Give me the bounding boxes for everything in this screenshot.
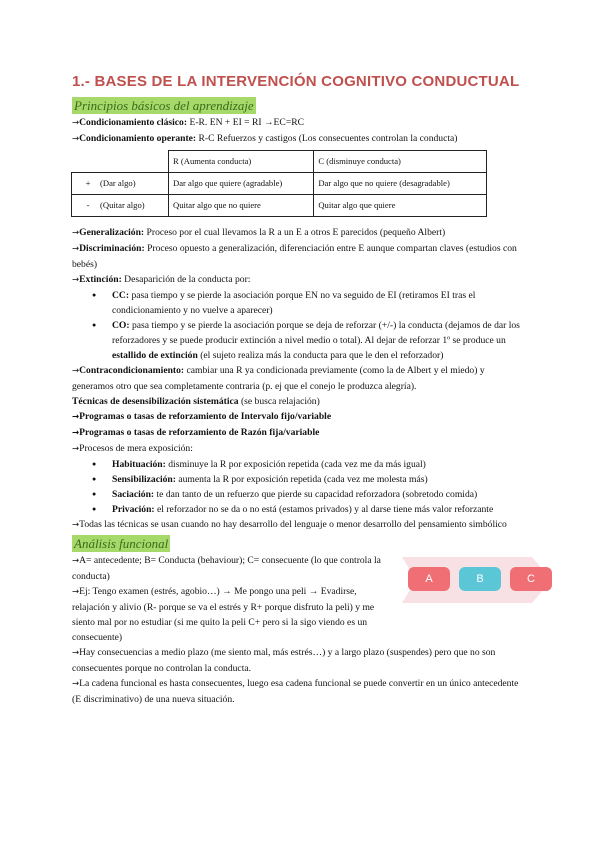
arrow-icon: → bbox=[72, 648, 80, 658]
table-cell: Quitar algo que quiere bbox=[314, 195, 487, 217]
paragraph-desensibilizacion bbox=[72, 394, 520, 409]
term-extincion: Extinción: bbox=[79, 274, 122, 285]
section-heading-analisis: Análisis funcional bbox=[74, 536, 169, 551]
paragraph-af-ejemplo bbox=[72, 584, 382, 645]
term: Sensibilización: bbox=[112, 474, 176, 485]
text: disminuye la R por exposición repetida (cada vez me da más igual) bbox=[165, 459, 426, 470]
abc-diagram bbox=[402, 555, 552, 605]
plus-sign: + bbox=[85, 178, 91, 188]
table-cell: Dar algo que quiere (agradable) bbox=[169, 173, 314, 195]
term: Habituación: bbox=[112, 459, 166, 470]
paragraph-todas bbox=[72, 517, 520, 533]
table-row bbox=[72, 151, 487, 173]
term: Programas o tasas de reforzamiento de Intervalo fijo/variable bbox=[79, 411, 332, 422]
list-item bbox=[112, 502, 520, 517]
table-cell-empty bbox=[72, 151, 169, 173]
paragraph-extincion bbox=[72, 272, 520, 288]
text: cambiar una R ya condicionada previamente (como la de Albert y el miedo) y generamos otro que sea completamente contraria (p. ej que el conejo le produzca alegría). bbox=[72, 365, 485, 392]
text: Desaparición de la conducta por: bbox=[121, 274, 251, 285]
paragraph-discriminacion bbox=[72, 241, 520, 272]
paragraph-co bbox=[72, 131, 520, 147]
text: Todas las técnicas se usan cuando no hay desarrollo del lenguaje o menor desarrollo del pensamiento simbólico bbox=[79, 519, 507, 530]
arrow-icon: → bbox=[72, 412, 80, 422]
text: Procesos de mera exposición: bbox=[79, 443, 193, 454]
arrow-icon: → bbox=[72, 428, 80, 438]
paragraph-af-definicion bbox=[72, 553, 382, 584]
arrow-icon: → bbox=[72, 587, 80, 597]
page-title: 1.- BASES DE LA INTERVENCIÓN COGNITIVO CONDUCTUAL bbox=[72, 73, 520, 90]
paragraph-programa-razon bbox=[72, 425, 520, 441]
term: estallido de extinción bbox=[112, 350, 198, 361]
arrow-icon: → bbox=[72, 134, 80, 144]
term-cc: Condicionamiento clásico: bbox=[79, 117, 188, 128]
table-cell: Dar algo que no quiere (desagradable) bbox=[314, 173, 487, 195]
text: Proceso opuesto a generalización, diferenciación entre E aunque compartan claves (estudios con bebés) bbox=[72, 243, 517, 270]
paragraph-af-cadena bbox=[72, 676, 520, 707]
term: Saciación: bbox=[112, 489, 155, 500]
list-item bbox=[112, 472, 520, 487]
text-co: R-C Refuerzos y castigos (Los consecuentes controlan la conducta) bbox=[196, 133, 458, 144]
arrow-icon: → bbox=[72, 444, 80, 454]
term-discriminacion: Discriminación: bbox=[79, 243, 145, 254]
abc-chip-a: A bbox=[408, 567, 450, 591]
abc-chip-c: C bbox=[510, 567, 552, 591]
exposicion-list bbox=[72, 457, 520, 517]
term-co: Condicionamiento operante: bbox=[79, 133, 197, 144]
arrow-icon: → bbox=[72, 275, 80, 285]
arrow-icon: → bbox=[72, 520, 80, 530]
table-header-r: R (Aumenta conducta) bbox=[169, 151, 314, 173]
term: CO: bbox=[112, 320, 130, 331]
table-row-label bbox=[72, 173, 169, 195]
term: Contracondicionamiento: bbox=[79, 365, 185, 376]
paragraph-exposicion bbox=[72, 441, 520, 457]
arrow-icon: → bbox=[72, 366, 80, 376]
table-row-label bbox=[72, 195, 169, 217]
text: (se busca relajación) bbox=[238, 396, 320, 407]
arrow-icon: → bbox=[72, 244, 80, 254]
list-item bbox=[112, 318, 520, 363]
paragraph-programa-intervalo bbox=[72, 409, 520, 425]
text: La cadena funcional es hasta consecuentes, luego esa cadena funcional se puede convertir en un único antecedente (E discriminativo) de una nueva situación. bbox=[72, 678, 519, 705]
minus-sign: - bbox=[86, 200, 90, 210]
arrow-icon: → bbox=[72, 679, 80, 689]
table-row bbox=[72, 173, 487, 195]
paragraph-af-consecuencias bbox=[72, 645, 520, 676]
row-label-text: (Dar algo) bbox=[100, 178, 136, 188]
text: Proceso por el cual llevamos la R a un E a otros E parecidos (pequeño Albert) bbox=[144, 227, 446, 238]
arrow-icon: → bbox=[72, 228, 80, 238]
text: pasa tiempo y se pierde la asociación porque EN no va seguido de EI (retiramos EI tras el condicionamiento y no vuelve a aparecer) bbox=[112, 290, 476, 316]
text: A= antecedente; B= Conducta (behaviour); C= consecuente (lo que controla la conducta) bbox=[72, 555, 381, 582]
abc-chip-b: B bbox=[459, 567, 501, 591]
document-page bbox=[72, 72, 535, 707]
section-heading-principios: Principios básicos del aprendizaje bbox=[74, 98, 254, 113]
arrow-icon: → bbox=[72, 556, 80, 566]
term: CC: bbox=[112, 290, 130, 301]
text: (el sujeto realiza más la conducta para que le den el reforzador) bbox=[197, 350, 444, 361]
term-generalizacion: Generalización: bbox=[79, 227, 145, 238]
table-cell: Quitar algo que no quiere bbox=[169, 195, 314, 217]
paragraph-contracondicionamiento bbox=[72, 363, 520, 394]
list-item bbox=[112, 487, 520, 502]
text-cc: E-R. EN + EI = RI →EC=RC bbox=[187, 117, 305, 128]
paragraph-cc bbox=[72, 115, 520, 131]
term: Técnicas de desensibilización sistemática bbox=[72, 396, 239, 407]
arrow-icon: → bbox=[72, 118, 80, 128]
list-item bbox=[112, 457, 520, 472]
extincion-list bbox=[72, 288, 520, 363]
term: Privación: bbox=[112, 504, 155, 515]
table-row bbox=[72, 195, 487, 217]
paragraph-generalizacion bbox=[72, 225, 520, 241]
analisis-funcional-block bbox=[72, 553, 535, 645]
list-item bbox=[112, 288, 520, 318]
text: pasa tiempo y se pierde la asociación porque se deja de reforzar (+/-) la conducta (dejamos de dar los reforzadores y se puede producir extinción a nivel medio o total). Al dejar de reforzar 1º se produce un bbox=[112, 320, 520, 346]
row-label-text: (Quitar algo) bbox=[100, 200, 145, 210]
table-header-c: C (disminuye conducta) bbox=[314, 151, 487, 173]
text: te dan tanto de un refuerzo que pierde su capacidad reforzadora (sobretodo comida) bbox=[154, 489, 478, 500]
term: Programas o tasas de reforzamiento de Razón fija/variable bbox=[79, 427, 320, 438]
text: el reforzador no se da o no está (estamos privados) y al darse tiene más valor reforzante bbox=[154, 504, 494, 515]
text: Hay consecuencias a medio plazo (me siento mal, más estrés…) y a largo plazo (suspendes) pero que no son consecuentes porque no controlan la conducta. bbox=[72, 647, 496, 674]
text: Ej: Tengo examen (estrés, agobio…) → Me pongo una peli → Evadirse, relajación y alivio (R- porque se va el estrés y R+ porque disfruto la peli) y me siento mal por no estudiar (si me quito la peli C+ pero si la sigo viendo es un consecuente) bbox=[72, 586, 375, 643]
text: aumenta la R por exposición repetida (cada vez me molesta más) bbox=[175, 474, 428, 485]
reinforcement-table bbox=[71, 150, 487, 217]
